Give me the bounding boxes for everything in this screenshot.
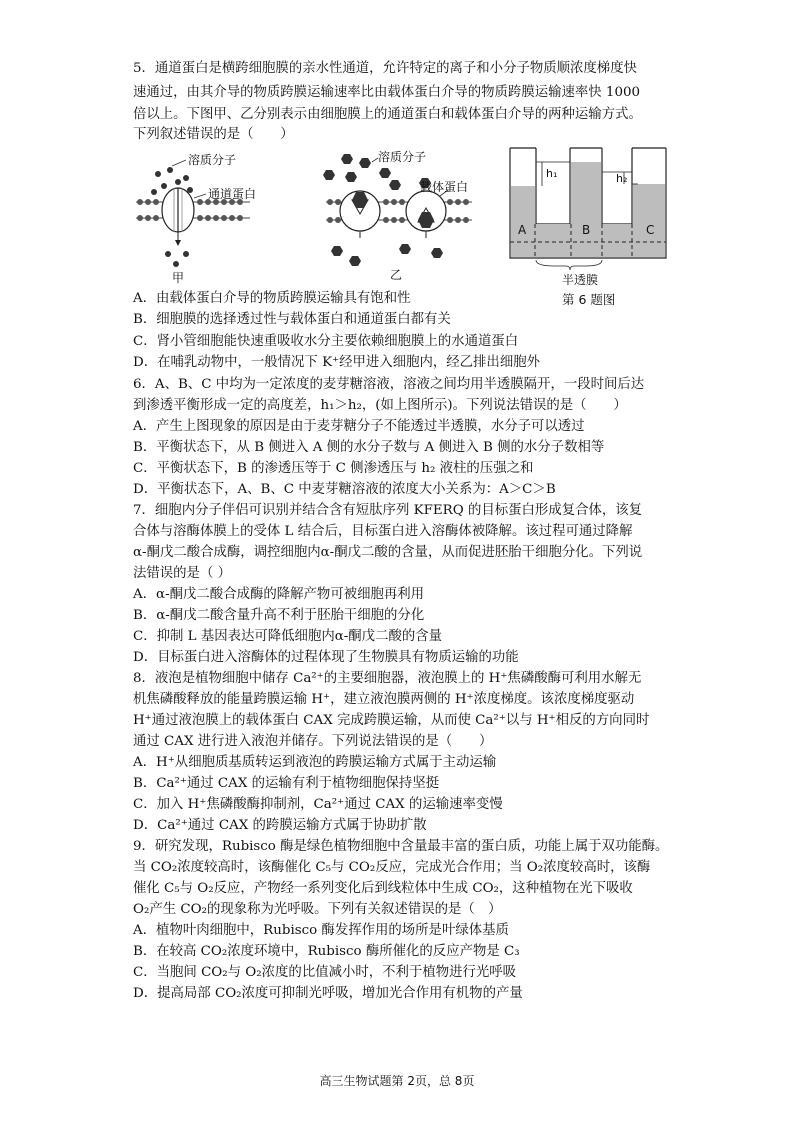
label-h2: h₂ (616, 172, 628, 185)
figure-channel-protein (128, 150, 258, 285)
q7-option-a: A．α-酮戊二酸合成酶的降解产物可被细胞再利用 (133, 587, 425, 602)
q7-option-b: B．α-酮戊二酸含量升高不利于胚胎干细胞的分化 (133, 608, 425, 623)
label-h1: h₁ (546, 167, 558, 180)
q6-option-d: D．平衡状态下，A、B、C 中麦芽糖溶液的浓度大小关系为：A＞C＞B (133, 482, 556, 497)
q5-option-c: C．肾小管细胞能快速重吸收水分主要依赖细胞膜上的水通道蛋白 (133, 334, 519, 349)
solution-fill (511, 162, 665, 257)
q9-stem-line-3: 催化 C₅与 O₂反应，产物经一系列变化后到线粒体中生成 CO₂，这种植物在光下吸收 (133, 881, 633, 896)
q6-stem-line-1: 6．A、B、C 中均为一定浓度的麦芽糖溶液，溶液之间均用半透膜隔开，一段时间后达 (133, 377, 645, 392)
jia-protein-label: 通道蛋白 (208, 187, 257, 201)
carrier-protein-right (406, 191, 446, 238)
q8-stem-line-1: 8．液泡是植物细胞中储存 Ca²⁺的主要细胞器，液泡膜上的 H⁺焦磷酸酶可利用水解无 (133, 671, 642, 686)
figure-carrier-protein (322, 148, 492, 285)
q9-option-c: C．当胞间 CO₂与 O₂浓度的比值减小时，不利于植物进行光呼吸 (133, 965, 517, 980)
label-c: C (646, 223, 655, 237)
q9-option-a: A．植物叶肉细胞中，Rubisco 酶发挥作用的场所是叶绿体基质 (133, 923, 509, 938)
yi-solute-label: 溶质分子 (378, 150, 427, 164)
q7-stem-line-1: 7．细胞内分子伴侣可识别并结合含有短肽序列 KFERQ 的目标蛋白形成复合体，该复 (133, 503, 643, 518)
q7-option-c: C．抑制 L 基因表达可降低细胞内α-酮戊二酸的含量 (133, 629, 443, 644)
q8-stem-line-3: H⁺通过液泡膜上的载体蛋白 CAX 完成跨膜运输，从而使 Ca²⁺以与 H⁺相反的方向同时 (133, 713, 650, 728)
yi-protein-label: 载体蛋白 (420, 180, 469, 194)
q9-option-d: D．提高局部 CO₂浓度可抑制光呼吸，增加光合作用有机物的产量 (133, 986, 523, 1001)
q5-stem-line-1: 5．通道蛋白是横跨细胞膜的亲水性通道，允许特定的离子和小分子物质顺浓度梯度快 (133, 61, 637, 76)
q7-stem-line-4: 法错误的是（ ） (133, 566, 231, 581)
carrier-protein-left (340, 191, 380, 238)
q6-option-a: A．产生上图现象的原因是由于麦芽糖分子不能透过半透膜，水分子可以透过 (133, 419, 585, 434)
q5-stem-line-4: 下列叙述错误的是（ ） (133, 127, 294, 142)
q5-option-d: D．在哺乳动物中，一般情况下 K⁺经甲进入细胞内，经乙排出细胞外 (133, 355, 540, 370)
q9-stem-line-2: 当 CO₂浓度较高时，该酶催化 C₅与 CO₂反应，完成光合作用；当 O₂浓度较高时，该酶 (133, 860, 651, 875)
q5-stem-line-3: 倍以上。下图甲、乙分别表示由细胞膜上的通道蛋白和载体蛋白介导的两种运输方式。 (133, 107, 642, 122)
q9-stem-line-4: O₂产生 CO₂的现象称为光呼吸。下列有关叙述错误的是（ ） (133, 902, 502, 917)
label-membrane: 半透膜 (562, 273, 599, 287)
q5-stem-line-2: 速通过，由其介导的物质跨膜运输速率比由载体蛋白介导的物质跨膜运输速率快 1000 (133, 85, 641, 100)
jia-caption: 甲 (172, 271, 185, 285)
yi-caption: 乙 (390, 268, 403, 282)
q5-option-a: A．由载体蛋白介导的物质跨膜运输具有饱和性 (133, 291, 411, 306)
q6-option-c: C．平衡状态下，B 的渗透压等于 C 侧渗透压与 h₂ 液柱的压强之和 (133, 461, 534, 476)
q7-stem-line-3: α-酮戊二酸合成酶，调控细胞内α-酮戊二酸的含量，从而促进胚胎干细胞分化。下列说 (133, 545, 643, 560)
q8-stem-line-4: 通过 CAX 进行进入液泡并储存。下列说法错误的是（ ） (133, 734, 493, 749)
jia-solute-label: 溶质分子 (188, 153, 237, 167)
q8-option-a: A．H⁺从细胞质基质转运到液泡的跨膜运输方式属于主动运输 (133, 755, 497, 770)
q8-option-d: D．Ca²⁺通过 CAX 的跨膜运输方式属于协助扩散 (133, 818, 427, 833)
channel-protein-shape (162, 188, 194, 246)
label-a: A (518, 223, 527, 237)
page-footer: 高三生物试题第 2页，总 8页 (319, 1074, 475, 1088)
fig6-caption: 第 6 题图 (562, 292, 616, 307)
q8-option-c: C．加入 H⁺焦磷酸酶抑制剂，Ca²⁺通过 CAX 的运输速率变慢 (133, 797, 503, 812)
q5-option-b: B．细胞膜的选择透过性与载体蛋白和通道蛋白都有关 (133, 312, 451, 327)
q7-stem-line-2: 合体与溶酶体膜上的受体 L 结合后，目标蛋白进入溶酶体被降解。该过程可通过降解 (133, 524, 633, 539)
q7-option-d: D．目标蛋白进入溶酶体的过程体现了生物膜具有物质运输的功能 (133, 650, 519, 665)
figure-osmosis-u-tube (506, 142, 670, 310)
label-b: B (582, 223, 591, 237)
q8-stem-line-2: 机焦磷酸释放的能量跨膜运输 H⁺，建立液泡膜两侧的 H⁺浓度梯度。该浓度梯度驱动 (133, 692, 635, 707)
q9-stem-line-1: 9．研究发现，Rubisco 酶是绿色植物细胞中含量最丰富的蛋白质，功能上属于双功能酶。 (133, 839, 669, 854)
q6-stem-line-2: 到渗透平衡形成一定的高度差，h₁＞h₂，(如上图所示)。下列说法错误的是（ ） (133, 398, 627, 413)
q6-option-b: B．平衡状态下，从 B 侧进入 A 侧的水分子数与 A 侧进入 B 侧的水分子数相等 (133, 440, 605, 455)
q8-option-b: B．Ca²⁺通过 CAX 的运输有利于植物细胞保持坚挺 (133, 776, 440, 791)
q9-option-b: B．在较高 CO₂浓度环境中，Rubisco 酶所催化的反应产物是 C₃ (133, 944, 520, 959)
